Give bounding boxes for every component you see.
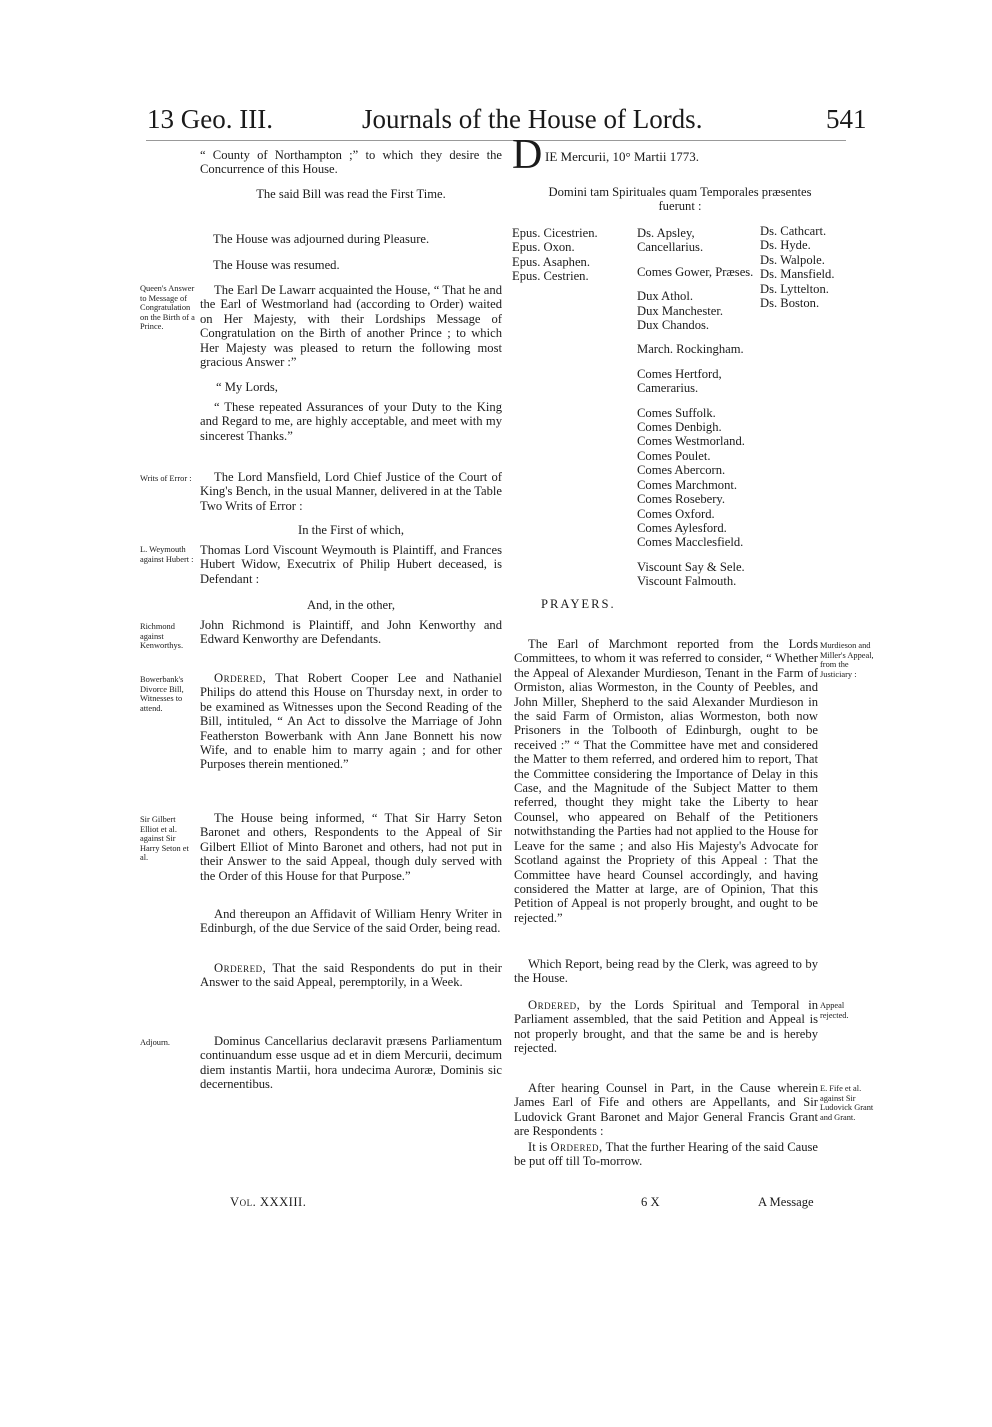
list-item: Epus. Cestrien. [512, 269, 589, 284]
list-item: Ds. Hyde. [760, 238, 811, 253]
richmond-paragraph: John Richmond is Plaintiff, and John Kenworthy and Edward Kenworthy are Defendants. [200, 618, 502, 647]
list-item: Comes Macclesfield. [637, 535, 744, 550]
journal-title: Journals of the House of Lords. [362, 104, 703, 134]
bishops-list [512, 226, 598, 284]
list-item: Comes Aylesford. [637, 520, 727, 535]
margin-murdieson: Murdieson and Miller's Appeal, from the Justiciary : [820, 641, 874, 679]
list-item: Viscount Falmouth. [637, 574, 737, 589]
ordered-word: Ordered, [528, 998, 581, 1012]
list-item: Dux Chandos. [637, 318, 710, 333]
list-item: Comes Suffolk. [637, 405, 716, 420]
sitting-date: IE Mercurii, 10° Martii 1773. [545, 149, 699, 164]
list-item: Ds. Mansfield. [760, 267, 835, 282]
house-adjourned: The House was adjourned during Pleasure. [213, 232, 430, 246]
list-item: Ds. Apsley, Cancellarius. [637, 226, 704, 255]
list-item: Viscount Say & Sele. [637, 559, 745, 574]
page-number: 541 [826, 104, 867, 134]
list-item: Comes Marchmont. [637, 477, 738, 492]
margin-bowerbank: Bowerbank's Divorce Bill, Witnesses to attend. [140, 675, 184, 713]
list-item: Epus. Oxon. [512, 240, 575, 255]
rejected-text: by the Lords Spiritual and Temporal in Parliament assembled, that the said Petition and Appeal is not properly brought, and that the same be and is hereby rejected. [514, 998, 818, 1056]
weymouth-paragraph: Thomas Lord Viscount Weymouth is Plaintiff, and Frances Hubert Widow, Executrix of Philip Hubert deceased, is Defendant : [200, 543, 502, 586]
catchword: A Message [758, 1195, 814, 1209]
margin-weymouth: L. Weymouth against Hubert : [140, 545, 194, 564]
delawarr-paragraph: The Earl De Lawarr acquainted the House, “ That he and the Earl of Westmorland had (according to Order) waited on Her Majesty, with their Lordships Message of Congratulation on the Birth of another Prince ; to which Her Majesty was pleased to return the following most gracious Answer :” [200, 283, 502, 370]
margin-fife: E. Fife et al. against Sir Ludovick Grant and Grant. [820, 1084, 874, 1122]
ordered-word: Ordered, [214, 961, 267, 975]
list-item: Ds. Walpole. [760, 252, 825, 267]
list-item: Dux Athol. [637, 289, 693, 304]
bowerbank-paragraph [200, 671, 502, 772]
list-item: Dux Manchester. [637, 303, 724, 318]
margin-writs-of-error: Writs of Error : [140, 474, 192, 483]
and-in-the-other: And, in the other, [307, 598, 395, 612]
domini-present: Domini tam Spirituales quam Temporales præsentes fuerunt : [548, 185, 812, 214]
seton-paragraph: The House being informed, “ That Sir Harry Seton Baronet and others, Respondents to the Appeal of Sir Gilbert Elliot of Minto Baronet and others, had not put in their Answer to the said Appeal, though duly served with the Order of this House for that Purpose.” [200, 811, 502, 883]
peers-list [637, 226, 757, 589]
margin-appeal-rejected: Appeal rejected. [820, 1001, 849, 1020]
affidavit-paragraph: And thereupon an Affidavit of William Henry Writer in Edinburgh, of the due Service of the said Order, being read. [200, 907, 502, 936]
mansfield-paragraph: The Lord Mansfield, Lord Chief Justice of the Court of King's Bench, in the usual Manner, delivered in at the Table Two Writs of Error : [200, 470, 502, 513]
house-resumed: The House was resumed. [213, 258, 340, 272]
list-item: Comes Denbigh. [637, 420, 722, 435]
prayers-heading: PRAYERS. [541, 597, 616, 611]
first-of-which: In the First of which, [298, 523, 404, 537]
list-item: Comes Oxford. [637, 506, 715, 521]
list-item: Ds. Cathcart. [760, 224, 827, 238]
volume-number: Vol. XXXIII. [230, 1195, 307, 1209]
list-item: Ds. Boston. [760, 296, 820, 311]
fife-paragraph: After hearing Counsel in Part, in the Cause wherein James Earl of Fife and others are Appellants, and Sir Ludovick Grant Baronet and Major General Francis Grant are Respondents : [514, 1081, 818, 1139]
bowerbank-text: That Robert Cooper Lee and Nathaniel Philips do attend this House on Thursday next, in order to be examined as Witnesses upon the Second Reading of the Bill, intituled, “ An Act to dissolve the Marriage of John Featherston Bowerbank with Ann Jane Bonnett his now Wife, and to enable him to marry again ; and for other Purposes therein mentioned.” [200, 671, 502, 772]
assurances-paragraph: “ These repeated Assurances of your Duty to the King and Regard to me, are highly acceptable, and meet with my sincerest Thanks.” [200, 400, 502, 443]
list-item: Comes Rosebery. [637, 492, 726, 507]
margin-richmond: Richmond against Kenworthys. [140, 622, 184, 651]
further-hearing-text: That the further Hearing of the said Cause be put off till To-morrow. [514, 1140, 818, 1169]
respondents-text: That the said Respondents do put in their Answer to the said Appeal, peremptorily, in a Week. [200, 961, 502, 990]
ordered-word: Ordered, [550, 1140, 603, 1154]
left-continuation: “ County of Northampton ;” to which they desire the Concurrence of this House. [200, 148, 502, 177]
list-item: Comes Gower, Præses. [637, 264, 754, 279]
margin-queens-answer: Queen's Answer to Message of Congratulation on the Birth of a Prince. [140, 284, 195, 332]
bill-read: The said Bill was read the First Time. [256, 187, 446, 201]
list-item: Epus. Asaphen. [512, 254, 591, 269]
report-agreed: Which Report, being read by the Clerk, was agreed to by the House. [514, 957, 818, 986]
respondents-ordered [200, 961, 502, 990]
ordered-word: Ordered, [214, 671, 267, 685]
rejected-paragraph [514, 998, 818, 1056]
drop-cap: D [512, 132, 543, 178]
signature-mark: 6 X [641, 1195, 660, 1209]
list-item: March. Rockingham. [637, 342, 744, 357]
regnal-year: 13 Geo. III. [147, 104, 273, 134]
margin-adjourn: Adjourn. [140, 1038, 171, 1047]
list-item: Comes Abercorn. [637, 463, 726, 478]
list-item: Comes Hertford, Camerarius. [637, 366, 722, 396]
list-item: Epus. Cicestrien. [512, 226, 598, 240]
further-hearing [514, 1140, 818, 1169]
list-item: Ds. Lyttelton. [760, 281, 829, 296]
it-is: It is [528, 1140, 548, 1154]
dominus-paragraph: Dominus Cancellarius declaravit præsens Parliamentum continuandum esse usque ad et in diem Mercurii, decimum diem instantis Martii, hora undecima Auroræ, Dominis sic decernentibus. [200, 1034, 502, 1092]
margin-elliot: Sir Gilbert Elliot et al. against Sir Harry Seton et al. [140, 815, 189, 863]
header-rule [146, 140, 846, 141]
my-lords: “ My Lords, [216, 380, 278, 394]
list-item: Comes Westmorland. [637, 434, 745, 449]
barons-list [760, 224, 835, 310]
list-item: Comes Poulet. [637, 448, 711, 463]
marchmont-paragraph: The Earl of Marchmont reported from the Lords Committees, to whom it was referred to consider, “ Whether the Appeal of Alexander Murdieson, Tenant in the Farm of Ormiston, alias Wormeston, in the County of Peebles, and John Miller, Shepherd to the said Alexander Murdieson in the said Farm of Ormiston, alias Wormeston, both now Prisoners in the Tolbooth of Edinburgh, ought to be received :” “ That the Committee have met and considered the Matter to them referred, and ordered him to report, That the Committee considering the Importance of Delay in this Case, and the Magnitude of the Subject Matter to them referred, thought they might take the Liberty to hear Counsel, who appeared on Behalf of the Petitioners notwithstanding the Parties had not applied to the House for Leave for the same ; and also His Majesty's Advocate for Scotland against the Propriety of this Appeal : That the Committee have heard Counsel accordingly, and having considered the Matter at large, are of Opinion, That this Petition of Appeal is not properly brought, and ought to be rejected.” [514, 637, 818, 925]
